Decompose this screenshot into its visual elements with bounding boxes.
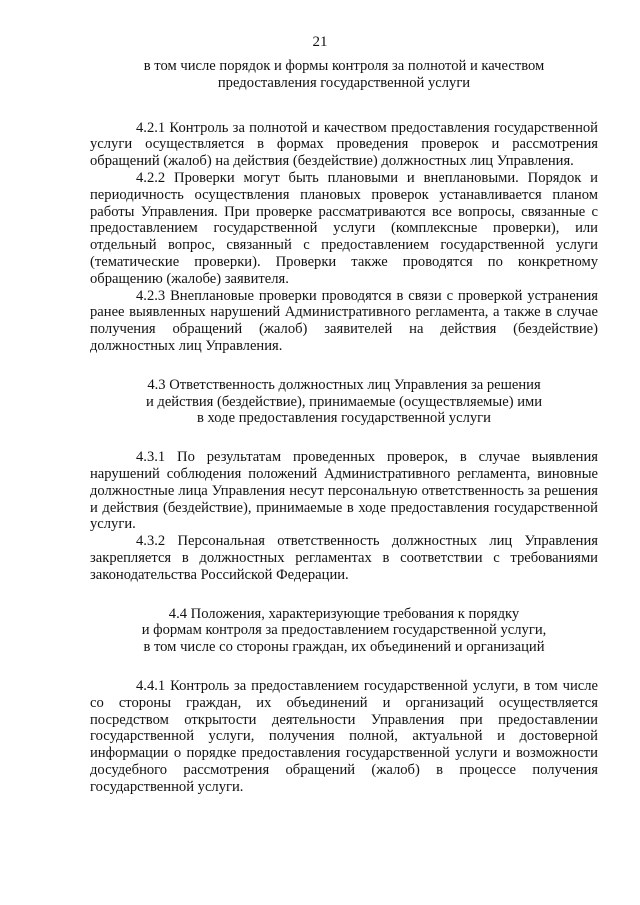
heading-line: и действия (бездействие), принимаемые (осуществляемые) ими bbox=[145, 393, 543, 410]
paragraph-4-4-1: 4.4.1 Контроль за предоставлением государственной услуги, в том числе со стороны граждан, их объединений и организаций осуществляется посредством открытости деятельности Управления при предоставлении государственной услуги, получения полной, актуальной и достоверной информации о порядке предоставления государственной услуги и возможности досудебного рассмотрения обращений (жалоб) в процессе получения государственной услуги. bbox=[90, 677, 598, 795]
heading-line: предоставления государственной услуги bbox=[217, 74, 471, 91]
paragraph-4-2-1: 4.2.1 Контроль за полнотой и качеством предоставления государственной услуги осуществляется в формах проведения проверок и рассмотрения обращений (жалоб) на действия (бездействие) должностных лиц Управления. bbox=[90, 119, 598, 170]
paragraph-4-2-2: 4.2.2 Проверки могут быть плановыми и внеплановыми. Порядок и периодичность осуществления плановых проверок устанавливается планом работы Управления. При проверке рассматриваются все вопросы, связанные с предоставлением государственной услуги (комплексные проверки), или отдельный вопрос, связанный с предоставлением государственной услуги (тематические проверки). Проверки также проводятся по конкретному обращению (жалобе) заявителя. bbox=[90, 169, 598, 287]
section-heading-4-4 bbox=[90, 606, 598, 656]
heading-line: 4.3 Ответственность должностных лиц Управления за решения bbox=[147, 376, 541, 393]
heading-line: в том числе порядок и формы контроля за полнотой и качеством bbox=[143, 58, 545, 74]
heading-line: в ходе предоставления государственной услуги bbox=[197, 410, 491, 427]
heading-line: в том числе со стороны граждан, их объединений и организаций bbox=[143, 639, 545, 656]
paragraph-4-2-3: 4.2.3 Внеплановые проверки проводятся в связи с проверкой устранения ранее выявленных нарушений Административного регламента, а также в случае получения обращений (жалоб) заявителей на действия (бездействие) должностных лиц Управления. bbox=[90, 287, 598, 354]
heading-line: и формам контроля за предоставлением государственной услуги, bbox=[141, 622, 547, 639]
page-number: 21 bbox=[312, 34, 328, 50]
section-heading-4-3 bbox=[90, 377, 598, 427]
paragraph-4-3-1: 4.3.1 По результатам проведенных проверок, в случае выявления нарушений соблюдения положений Административного регламента, виновные должностные лица Управления несут персональную ответственность за решения и действия (бездействие), принимаемые в ходе предоставления государственной услуги. bbox=[90, 449, 598, 533]
top-heading bbox=[90, 58, 598, 92]
page-content bbox=[90, 58, 598, 795]
paragraph-4-3-2: 4.3.2 Персональная ответственность должностных лиц Управления закрепляется в должностных регламентах в соответствии с требованиями законодательства Российской Федерации. bbox=[90, 533, 598, 583]
heading-line: 4.4 Положения, характеризующие требования к порядку bbox=[168, 605, 520, 622]
